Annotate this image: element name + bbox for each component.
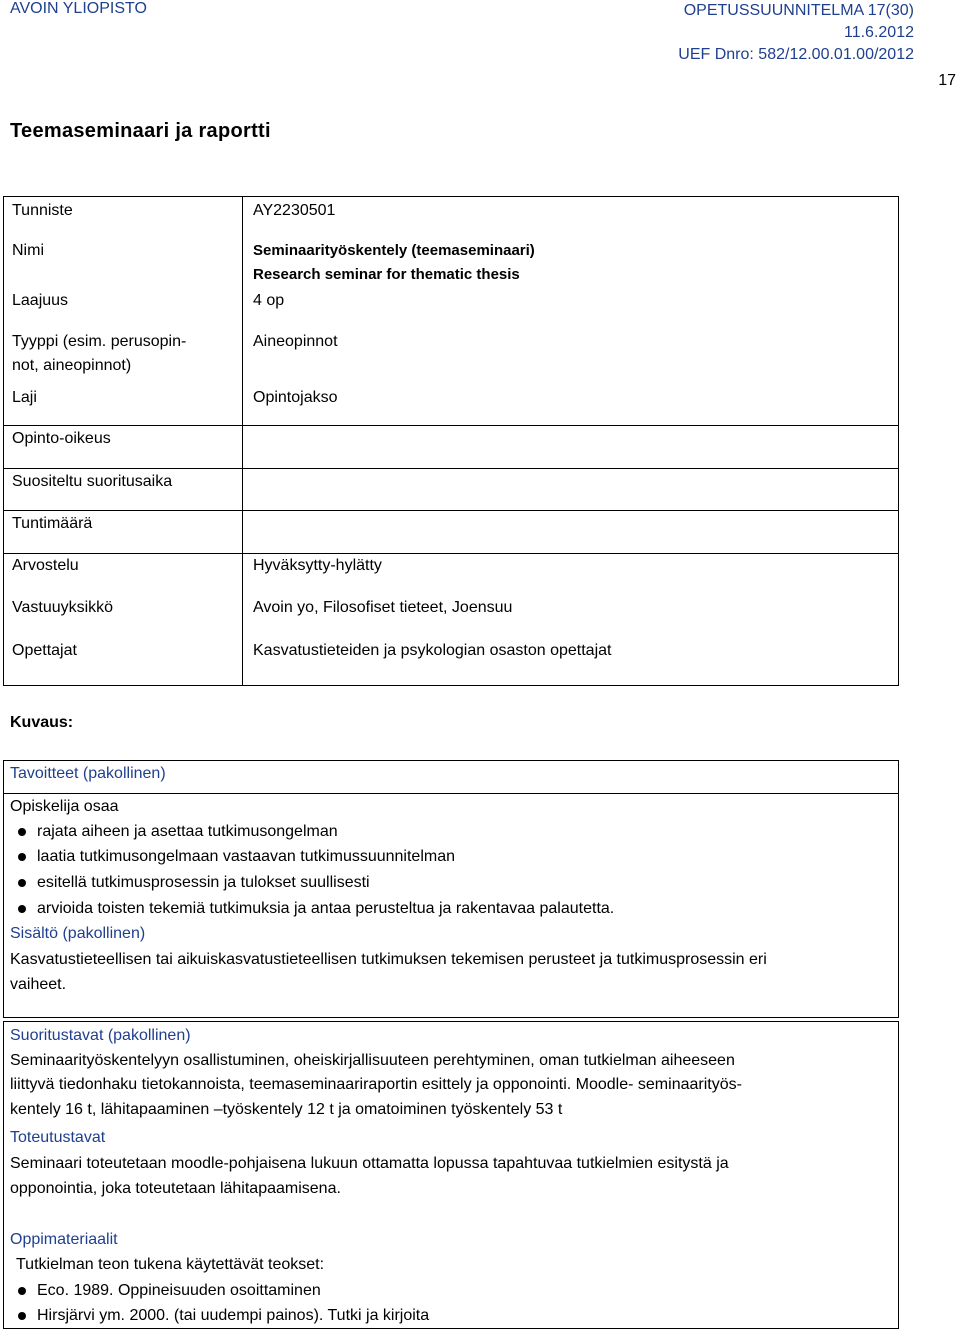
doc-title: OPETUSSUUNNITELMA 17(30) [683,2,914,19]
sisalto-line: vaiheet. [10,976,67,993]
doc-dnro: UEF Dnro: 582/12.00.01.00/2012 [678,46,914,63]
row-divider [4,553,898,554]
page-number: 17 [938,72,956,89]
heading-divider [4,793,898,794]
list-item: Hirsjärvi ym. 2000. (tai uudempi painos). Tutki ja kirjoita [37,1307,430,1324]
arvostelu-value: Hyväksytty-hylätty [253,557,382,574]
suoritustavat-line: liittyvä tiedonhaku tietokannoista, teemaseminaariraportin esittely ja opponointi. Moodle- seminaarityös- [10,1076,742,1093]
page-header [0,0,960,63]
course-info-table [3,196,899,686]
tavoitteet-heading: Tavoitteet (pakollinen) [10,765,166,782]
org-name: AVOIN YLIOPISTO [10,0,147,17]
vastuuyksikko-value: Avoin yo, Filosofiset tieteet, Joensuu [253,599,513,616]
nimi-label: Nimi [12,242,44,259]
tavoitteet-intro: Opiskelija osaa [10,798,119,815]
suoritustavat-heading: Suoritustavat (pakollinen) [10,1027,191,1044]
tunniste-label: Tunniste [12,202,73,219]
tyyppi-label-2: not, aineopinnot) [12,357,132,374]
opettajat-value: Kasvatustieteiden ja psykologian osaston opettajat [253,642,612,659]
doc-meta [678,0,914,66]
bullet-icon [18,905,26,913]
list-item: rajata aiheen ja asettaa tutkimusongelman [37,823,338,840]
tyyppi-label-1: Tyyppi (esim. perusopin- [12,333,187,350]
row-divider [4,425,898,426]
tuntimaara-label: Tuntimäärä [12,515,93,532]
bullet-icon [18,828,26,836]
bullet-icon [18,1287,26,1295]
opinto-oikeus-label: Opinto-oikeus [12,430,111,447]
laji-value: Opintojakso [253,389,338,406]
row-divider [4,468,898,469]
tunniste-value: AY2230501 [253,202,336,219]
nimi-value-en: Research seminar for thematic thesis [253,266,520,283]
page-title: Teemaseminaari ja raportti [10,120,271,142]
opettajat-label: Opettajat [12,642,77,659]
toteutustavat-line: opponointia, joka toteutetaan lähitapaamisena. [10,1180,341,1197]
tyyppi-value: Aineopinnot [253,333,338,350]
laajuus-value: 4 op [253,292,285,309]
list-item: Eco. 1989. Oppineisuuden osoittaminen [37,1282,321,1299]
bullet-icon [18,1312,26,1320]
kuvaus-label: Kuvaus: [10,714,74,731]
list-item: arvioida toisten tekemiä tutkimuksia ja antaa perusteltua ja rakentavaa palautetta. [37,900,615,917]
suoritustavat-line: Seminaarityöskentelyyn osallistuminen, oheiskirjallisuuteen perehtyminen, oman tutkielman aiheeseen [10,1052,735,1069]
arvostelu-label: Arvostelu [12,557,79,574]
list-item: esitellä tutkimusprosessin ja tulokset suullisesti [37,874,370,891]
row-divider [4,510,898,511]
oppimateriaalit-heading: Oppimateriaalit [10,1231,118,1248]
toteutustavat-heading: Toteutustavat [10,1129,106,1146]
toteutustavat-line: Seminaari toteutetaan moodle-pohjaisena lukuun ottamatta lopussa tapahtuvaa tutkielmien esitystä ja [10,1155,729,1172]
sisalto-line: Kasvatustieteellisen tai aikuiskasvatustieteellisen tutkimuksen tekemisen perusteet ja tutkimusprosessin eri [10,951,767,968]
bullet-icon [18,853,26,861]
suositeltu-label: Suositeltu suoritusaika [12,473,173,490]
oppimateriaalit-intro: Tutkielman teon tukena käytettävät teokset: [16,1256,325,1273]
suoritustavat-line: kentely 16 t, lähitapaaminen –työskentely 12 t ja omatoiminen työskentely 53 t [10,1101,563,1118]
nimi-value-fi: Seminaarityöskentely (teemaseminaari) [253,242,535,259]
laajuus-label: Laajuus [12,292,69,309]
sisalto-heading: Sisältö (pakollinen) [10,925,146,942]
vastuuyksikko-label: Vastuuyksikkö [12,599,114,616]
list-item: laatia tutkimusongelmaan vastaavan tutkimussuunnitelman [37,848,456,865]
bullet-icon [18,879,26,887]
laji-label: Laji [12,389,37,406]
column-divider [242,197,243,685]
doc-date: 11.6.2012 [844,24,914,41]
